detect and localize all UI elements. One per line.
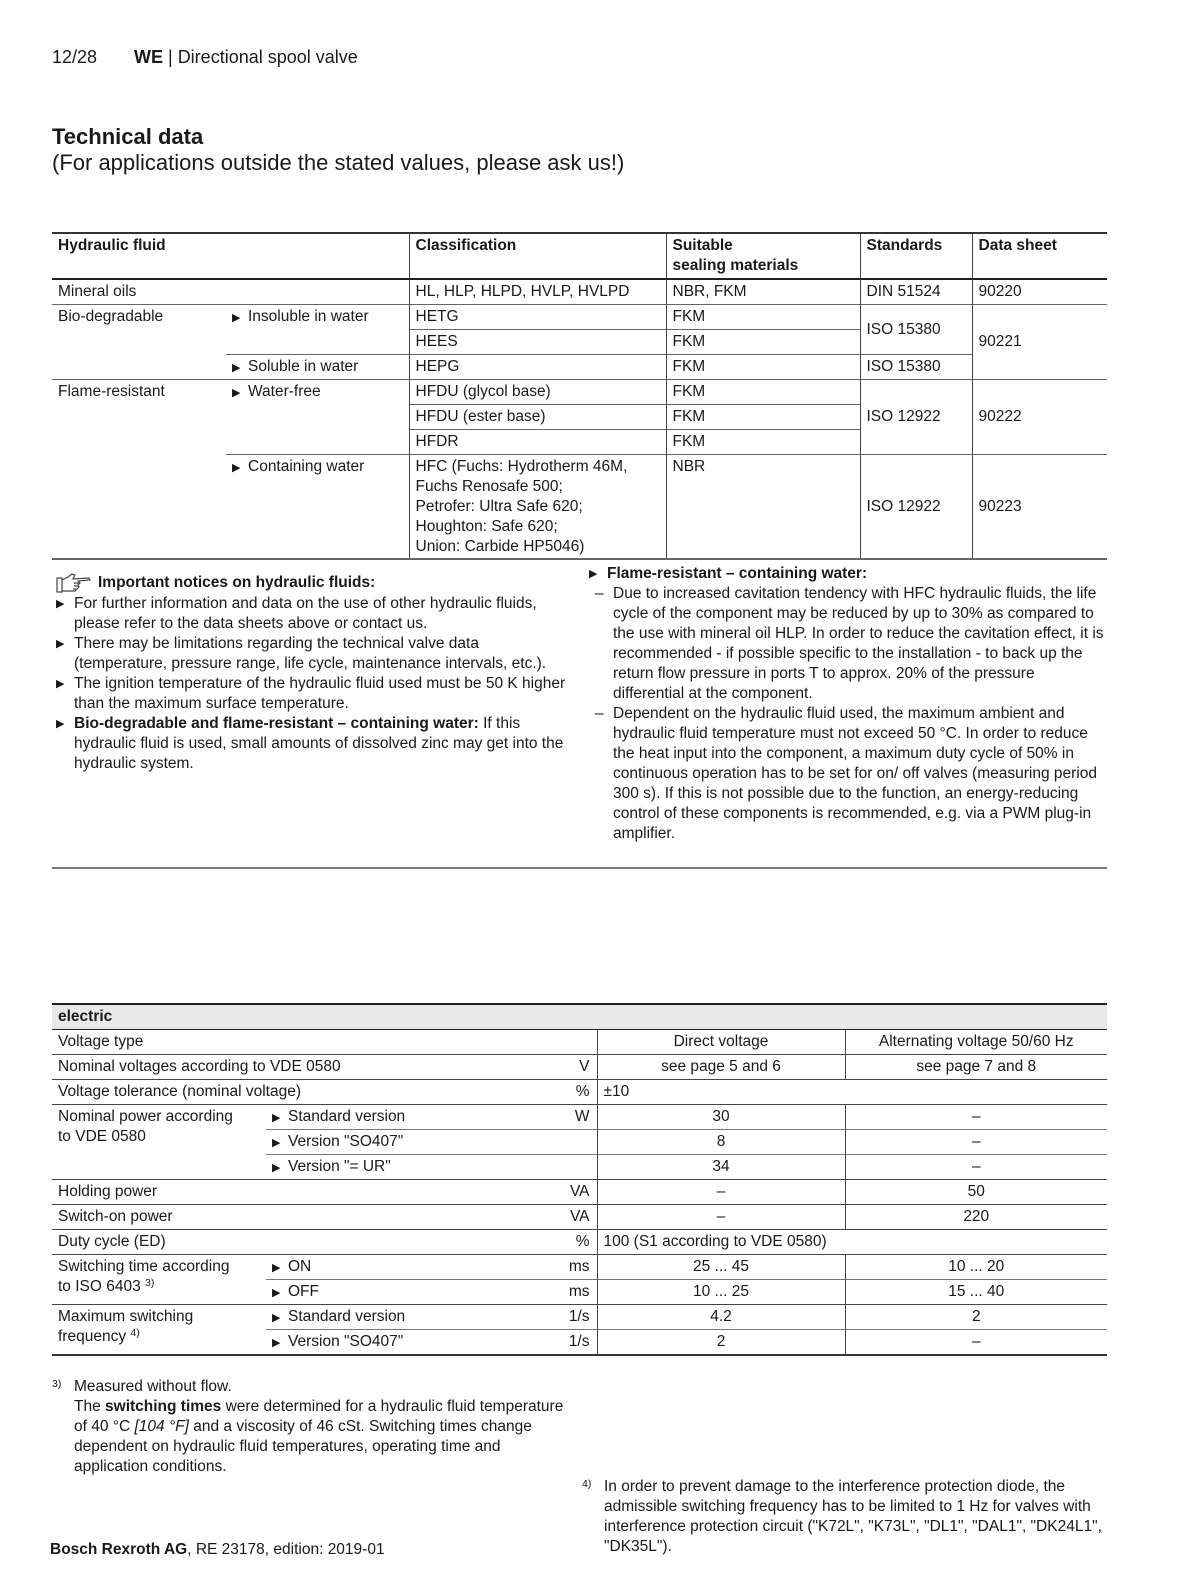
footnote-italic: [104 °F] <box>134 1418 189 1435</box>
footnote-text: The <box>74 1398 106 1415</box>
footnote-text: were determined for a hydraulic fluid temperature of 40 °C <box>74 1398 564 1435</box>
row-label: Switch-on power <box>52 1204 534 1229</box>
notice-bullet <box>52 674 572 714</box>
ac-cell: 220 <box>845 1204 1107 1229</box>
ac-cell: see page 7 and 8 <box>845 1054 1107 1079</box>
sub-label <box>266 1329 534 1355</box>
table-row <box>52 1254 1107 1279</box>
subgroup-text: Containing water <box>248 457 365 475</box>
page-header <box>52 46 358 68</box>
arrow-right-icon: ▶ <box>589 568 598 580</box>
arrow-right-icon: ▶ <box>272 1136 281 1149</box>
ac-cell: 2 <box>845 1304 1107 1329</box>
notice-bullet <box>52 714 572 774</box>
notice-bullet-bold: Bio-degradable and flame-resistant – containing water: <box>74 715 479 732</box>
sealing-cell: FKM <box>666 304 860 329</box>
unit-cell <box>534 1029 597 1054</box>
table-row <box>52 1304 1107 1329</box>
notice-bullet <box>52 594 572 634</box>
arrow-right-icon: ▶ <box>232 361 241 374</box>
dc-cell: Direct voltage <box>597 1029 845 1054</box>
ac-cell: – <box>845 1329 1107 1355</box>
header-hydraulic-fluid: Hydraulic fluid <box>52 233 409 279</box>
ac-cell: – <box>845 1154 1107 1179</box>
dc-cell: see page 5 and 6 <box>597 1054 845 1079</box>
company-name: Bosch Rexroth AG <box>50 1541 188 1558</box>
value-cell: 100 (S1 according to VDE 0580) <box>597 1229 1107 1254</box>
subgroup-label <box>226 379 409 454</box>
group-label: Mineral oils <box>58 283 137 300</box>
table-row <box>52 1054 1107 1079</box>
sealing-cell: NBR, FKM <box>666 279 860 304</box>
subgroup-label <box>226 279 409 304</box>
sub-label-text: Standard version <box>288 1307 406 1325</box>
subgroup-label <box>226 354 409 379</box>
footnote-4 <box>582 1477 1102 1557</box>
data-sheet-cell: 90220 <box>972 279 1107 304</box>
subgroup-label <box>226 454 409 559</box>
classification-cell <box>409 454 666 559</box>
dc-cell: 10 ... 25 <box>597 1279 845 1304</box>
footnote-mark: 3) <box>52 1378 62 1390</box>
unit-cell <box>534 1154 597 1179</box>
row-label-text: frequency <box>58 1327 127 1345</box>
standard-cell: ISO 15380 <box>860 304 972 354</box>
sealing-cell: FKM <box>666 404 860 429</box>
section-row <box>52 1004 1107 1029</box>
table-header-row <box>52 233 1107 279</box>
notice-heading <box>585 564 1105 584</box>
table-row <box>52 1079 1107 1104</box>
notice-bullet-text: If this hydraulic fluid is used, small amounts of dissolved zinc may get into the hydraulic system. <box>74 715 564 772</box>
classification-cell: HEPG <box>409 354 666 379</box>
arrow-right-icon: ▶ <box>56 598 65 610</box>
unit-cell: 1/s <box>534 1329 597 1355</box>
arrow-right-icon: ▶ <box>272 1261 281 1274</box>
table-row <box>52 1179 1107 1204</box>
arrow-right-icon: ▶ <box>272 1286 281 1299</box>
classification-cell: HETG <box>409 304 666 329</box>
table-row <box>52 1229 1107 1254</box>
pointing-hand-icon <box>56 572 92 594</box>
row-label-text: to ISO 6403 <box>58 1277 141 1295</box>
notice-bullet-text: The ignition temperature of the hydraulic fluid used must be 50 K higher than the maximum surface temperature. <box>74 675 566 712</box>
data-sheet-cell: 90223 <box>972 454 1107 559</box>
product-name: Directional spool valve <box>177 47 358 67</box>
dc-cell: – <box>597 1179 845 1204</box>
table-row <box>52 1029 1107 1054</box>
header-data-sheet: Data sheet <box>972 233 1107 279</box>
sealing-cell: FKM <box>666 329 860 354</box>
row-label <box>52 1254 266 1304</box>
standard-cell: ISO 12922 <box>860 379 972 454</box>
row-label-line <box>58 1327 260 1347</box>
notice-heading <box>52 572 572 594</box>
unit-cell: VA <box>534 1179 597 1204</box>
sub-label-text: Version "SO407" <box>288 1132 404 1150</box>
header-sealing-materials <box>666 233 860 279</box>
arrow-right-icon: ▶ <box>232 311 241 324</box>
divider <box>52 867 1107 869</box>
notice-heading-text: Flame-resistant – containing water: <box>607 565 868 582</box>
group-label: Bio-degradable <box>52 304 226 379</box>
table-row <box>52 1104 1107 1129</box>
classification-line: HFC (Fuchs: Hydrotherm 46M, <box>415 457 628 475</box>
sub-label-text: Version "= UR" <box>288 1157 391 1175</box>
classification-cell: HFDU (glycol base) <box>409 379 666 404</box>
sub-label <box>266 1104 534 1129</box>
unit-cell: VA <box>534 1204 597 1229</box>
group-label: Flame-resistant <box>52 379 226 559</box>
dc-cell: 4.2 <box>597 1304 845 1329</box>
notice-item-text: Due to increased cavitation tendency with HFC hydraulic fluids, the life cycle of the component may be reduced by up to 30% as compared to the use with mineral oil HLP. In order to reduce the cavitation effect, it is recommended - if possible specific to the installation - to back up the return flow pressure in ports T to approx. 20% of the pressure differential at the component. <box>613 585 1104 702</box>
arrow-right-icon: ▶ <box>56 638 65 650</box>
table-row <box>52 1204 1107 1229</box>
header-sealing-line1: Suitable <box>672 237 733 254</box>
sub-label-text: OFF <box>288 1282 319 1300</box>
dc-cell: – <box>597 1204 845 1229</box>
notices-right <box>585 564 1105 844</box>
dc-cell: 34 <box>597 1154 845 1179</box>
notice-item-text: Dependent on the hydraulic fluid used, the maximum ambient and hydraulic fluid temperature must not exceed 50 °C. In order to reduce the heat input into the component, a maximum duty cycle of 50% in continuous operation has to be set for on/ off valves (measuring period 300 s). If this is not possible due to the function, an energy-reducing control of these components is recommended, e.g. via a PWM plug-in amplifier. <box>613 705 1097 842</box>
notice-bullet-text: For further information and data on the use of other hydraulic fluids, please refer to the data sheets above or contact us. <box>74 595 537 632</box>
standard-cell: ISO 15380 <box>860 354 972 379</box>
footnote-bold: switching times <box>105 1398 222 1415</box>
unit-cell: W <box>534 1104 597 1129</box>
data-sheet-cell: 90222 <box>972 379 1107 454</box>
footnote-text: In order to prevent damage to the interference protection diode, the admissible switching frequency has to be limited to 1 Hz for valves with interference protection circuit ("K72L", "K73L", "DL1", "DAL1", "DK24L1", "DK35L"). <box>604 1478 1102 1555</box>
unit-cell: % <box>534 1229 597 1254</box>
table-row <box>52 304 1107 329</box>
sealing-cell: FKM <box>666 429 860 454</box>
data-sheet-cell: 90221 <box>972 304 1107 379</box>
footnote-3 <box>52 1377 572 1477</box>
unit-cell: ms <box>534 1254 597 1279</box>
subgroup-text: Soluble in water <box>248 357 359 375</box>
sub-label-text: ON <box>288 1257 312 1275</box>
sub-label-text: Standard version <box>288 1107 406 1125</box>
dc-cell: 2 <box>597 1329 845 1355</box>
classification-line: Petrofer: Ultra Safe 620; <box>415 497 583 515</box>
table-row <box>52 279 1107 304</box>
ac-cell: 10 ... 20 <box>845 1254 1107 1279</box>
classification-cell: HFDU (ester base) <box>409 404 666 429</box>
page-footer <box>50 1540 385 1560</box>
unit-cell: ms <box>534 1279 597 1304</box>
footnote-text: and a viscosity of 46 cSt. Switching times change dependent on hydraulic fluid temperatures, operating time and application conditions. <box>74 1418 532 1475</box>
row-label <box>52 1104 266 1179</box>
arrow-right-icon: ▶ <box>232 386 241 399</box>
sealing-cell: NBR <box>666 454 860 559</box>
row-label: Duty cycle (ED) <box>52 1229 534 1254</box>
unit-cell: % <box>534 1079 597 1104</box>
notices-left <box>52 572 572 774</box>
classification-line: Fuchs Renosafe 500; <box>415 477 563 495</box>
dash-icon: – <box>595 705 604 722</box>
sub-label <box>266 1279 534 1304</box>
hydraulic-fluid-table <box>52 232 1107 560</box>
footnote-mark: 4) <box>582 1478 592 1490</box>
value-cell: ±10 <box>597 1079 1107 1104</box>
classification-cell: HEES <box>409 329 666 354</box>
header-classification: Classification <box>409 233 666 279</box>
classification-cell: HL, HLP, HLPD, HVLP, HVLPD <box>409 279 666 304</box>
row-label-line <box>58 1277 260 1297</box>
page-number: 12/28 <box>52 47 98 67</box>
header-separator: | <box>163 47 178 67</box>
unit-cell <box>534 1129 597 1154</box>
row-label: Voltage type <box>58 1032 144 1050</box>
ac-cell: Alternating voltage 50/60 Hz <box>878 1032 1074 1050</box>
standard-cell: DIN 51524 <box>860 279 972 304</box>
notice-bullet <box>52 634 572 674</box>
row-label: Nominal voltages according to VDE 0580 <box>52 1054 534 1079</box>
footnote-line: Measured without flow. <box>74 1378 232 1395</box>
sealing-cell: FKM <box>666 379 860 404</box>
row-label-line: Maximum switching <box>58 1307 194 1325</box>
header-standards: Standards <box>860 233 972 279</box>
footnote-ref: 4) <box>130 1326 140 1339</box>
footnote-paragraph <box>74 1397 572 1477</box>
dash-icon: – <box>595 585 604 602</box>
section-subtitle: (For applications outside the stated values, please ask us!) <box>52 150 625 175</box>
arrow-right-icon: ▶ <box>272 1336 281 1349</box>
row-label <box>52 1304 266 1355</box>
ac-cell: 50 <box>845 1179 1107 1204</box>
classification-line: Union: Carbide HP5046) <box>415 537 585 555</box>
notice-heading-text: Important notices on hydraulic fluids: <box>98 574 376 591</box>
row-label-line: Switching time according <box>58 1257 230 1275</box>
sealing-cell: FKM <box>666 354 860 379</box>
sub-label-text: Version "SO407" <box>288 1332 404 1350</box>
row-label: Holding power <box>52 1179 534 1204</box>
arrow-right-icon: ▶ <box>232 461 241 474</box>
dc-cell: 8 <box>597 1129 845 1154</box>
arrow-right-icon: ▶ <box>56 718 65 730</box>
subgroup-text: Insoluble in water <box>248 307 369 325</box>
header-sealing-line2: sealing materials <box>672 257 799 274</box>
footnote-ref: 3) <box>145 1276 155 1289</box>
table-row <box>52 379 1107 404</box>
unit-cell: V <box>534 1054 597 1079</box>
classification-line: Houghton: Safe 620; <box>415 517 558 535</box>
dc-cell: 30 <box>597 1104 845 1129</box>
standard-cell: ISO 12922 <box>860 454 972 559</box>
subgroup-label <box>226 304 409 354</box>
section-label: electric <box>52 1004 1107 1029</box>
sub-label <box>266 1304 534 1329</box>
arrow-right-icon: ▶ <box>272 1311 281 1324</box>
sub-label <box>266 1254 534 1279</box>
unit-cell: 1/s <box>534 1304 597 1329</box>
ac-cell: 15 ... 40 <box>845 1279 1107 1304</box>
document-details: , RE 23178, edition: 2019-01 <box>187 1541 385 1558</box>
notice-bullet-text: There may be limitations regarding the technical valve data (temperature, pressure range, life cycle, maintenance intervals, etc.). <box>74 635 547 672</box>
sub-label <box>266 1154 534 1179</box>
product-code: WE <box>134 47 163 67</box>
ac-cell: – <box>845 1104 1107 1129</box>
arrow-right-icon: ▶ <box>56 678 65 690</box>
arrow-right-icon: ▶ <box>272 1161 281 1174</box>
dc-cell: 25 ... 45 <box>597 1254 845 1279</box>
electric-data-table <box>52 1003 1107 1356</box>
row-label-line: to VDE 0580 <box>58 1127 146 1145</box>
classification-cell: HFDR <box>409 429 666 454</box>
section-title: Technical data <box>52 124 204 149</box>
row-label: Voltage tolerance (nominal voltage) <box>52 1079 534 1104</box>
notice-item <box>585 584 1105 704</box>
row-label-line: Nominal power according <box>58 1107 233 1125</box>
notice-item <box>585 704 1105 844</box>
ac-cell: – <box>845 1129 1107 1154</box>
arrow-right-icon: ▶ <box>272 1111 281 1124</box>
subgroup-text: Water-free <box>248 382 321 400</box>
sub-label <box>266 1129 534 1154</box>
